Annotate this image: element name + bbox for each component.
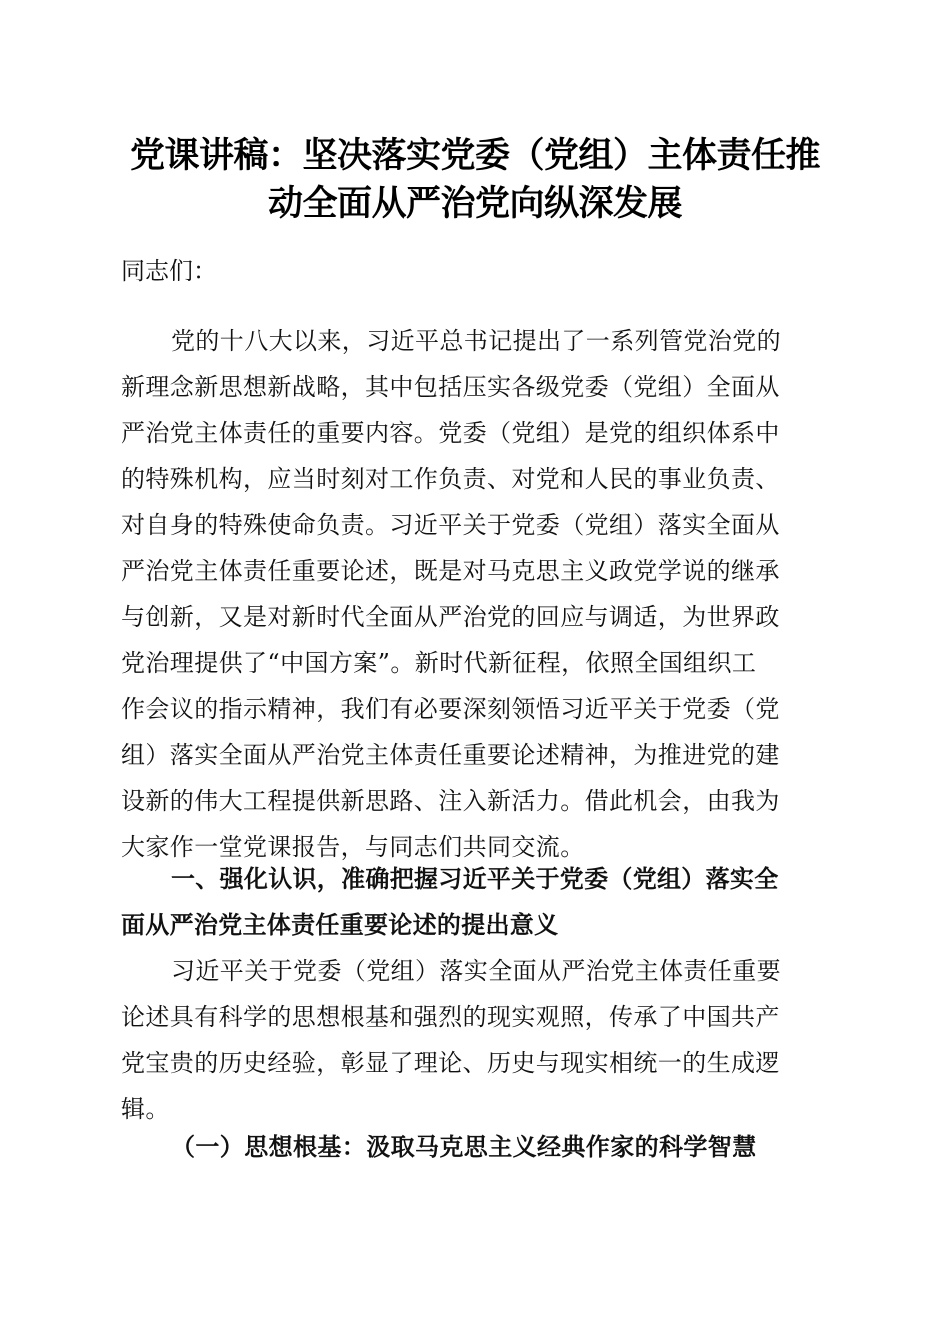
paragraph-line: 论述具有科学的思想根基和强烈的现实观照，传承了中国共产 <box>121 1003 780 1031</box>
paragraph-line: 组）落实全面从严治党主体责任重要论述精神，为推进党的建 <box>121 741 780 769</box>
subsection-1-heading: （一）思想根基：汲取马克思主义经典作家的科学智慧 <box>171 1132 757 1161</box>
paragraph-line: 作会议的指示精神，我们有必要深刻领悟习近平关于党委（党 <box>121 695 780 723</box>
heading-line: 一、强化认识，准确把握习近平关于党委（党组）落实全 <box>171 865 779 893</box>
paragraph-line: 严治党主体责任的重要内容。党委（党组）是党的组织体系中 <box>121 419 780 447</box>
paragraph-line: 辑。 <box>121 1095 170 1123</box>
paragraph-line: 与创新，又是对新时代全面从严治党的回应与调适，为世界政 <box>121 603 780 631</box>
paragraph-line: 的特殊机构，应当时刻对工作负责、对党和人民的事业负责、 <box>121 465 780 493</box>
paragraph-line: 党治理提供了“中国方案”。新时代新征程，依照全国组织工 <box>121 649 757 677</box>
paragraph-line: 严治党主体责任重要论述，既是对马克思主义政党学说的继承 <box>121 557 780 585</box>
document-title <box>110 132 840 228</box>
paragraph-line: 习近平关于党委（党组）落实全面从严治党主体责任重要 <box>171 957 781 985</box>
title-line: 党课讲稿：坚决落实党委（党组）主体责任推 <box>129 136 820 176</box>
paragraph-line: 大家作一堂党课报告，与同志们共同交流。 <box>121 833 585 861</box>
paragraph-line: 对自身的特殊使命负责。习近平关于党委（党组）落实全面从 <box>121 511 780 539</box>
paragraph-line: 新理念新思想新战略，其中包括压实各级党委（党组）全面从 <box>121 373 780 401</box>
paragraph-line: 党的十八大以来，习近平总书记提出了一系列管党治党的 <box>171 327 781 355</box>
heading-line: 面从严治党主体责任重要论述的提出意义 <box>121 911 559 939</box>
paragraph-line: 设新的伟大工程提供新思路、注入新活力。借此机会，由我为 <box>121 787 780 815</box>
section-1-paragraph <box>121 948 826 1132</box>
salutation: 同志们： <box>121 257 217 285</box>
intro-paragraph <box>121 318 826 870</box>
paragraph-line: 党宝贵的历史经验，彰显了理论、历史与现实相统一的生成逻 <box>121 1049 780 1077</box>
section-1-heading <box>121 856 826 948</box>
title-line: 动全面从严治党向纵深发展 <box>267 184 682 224</box>
